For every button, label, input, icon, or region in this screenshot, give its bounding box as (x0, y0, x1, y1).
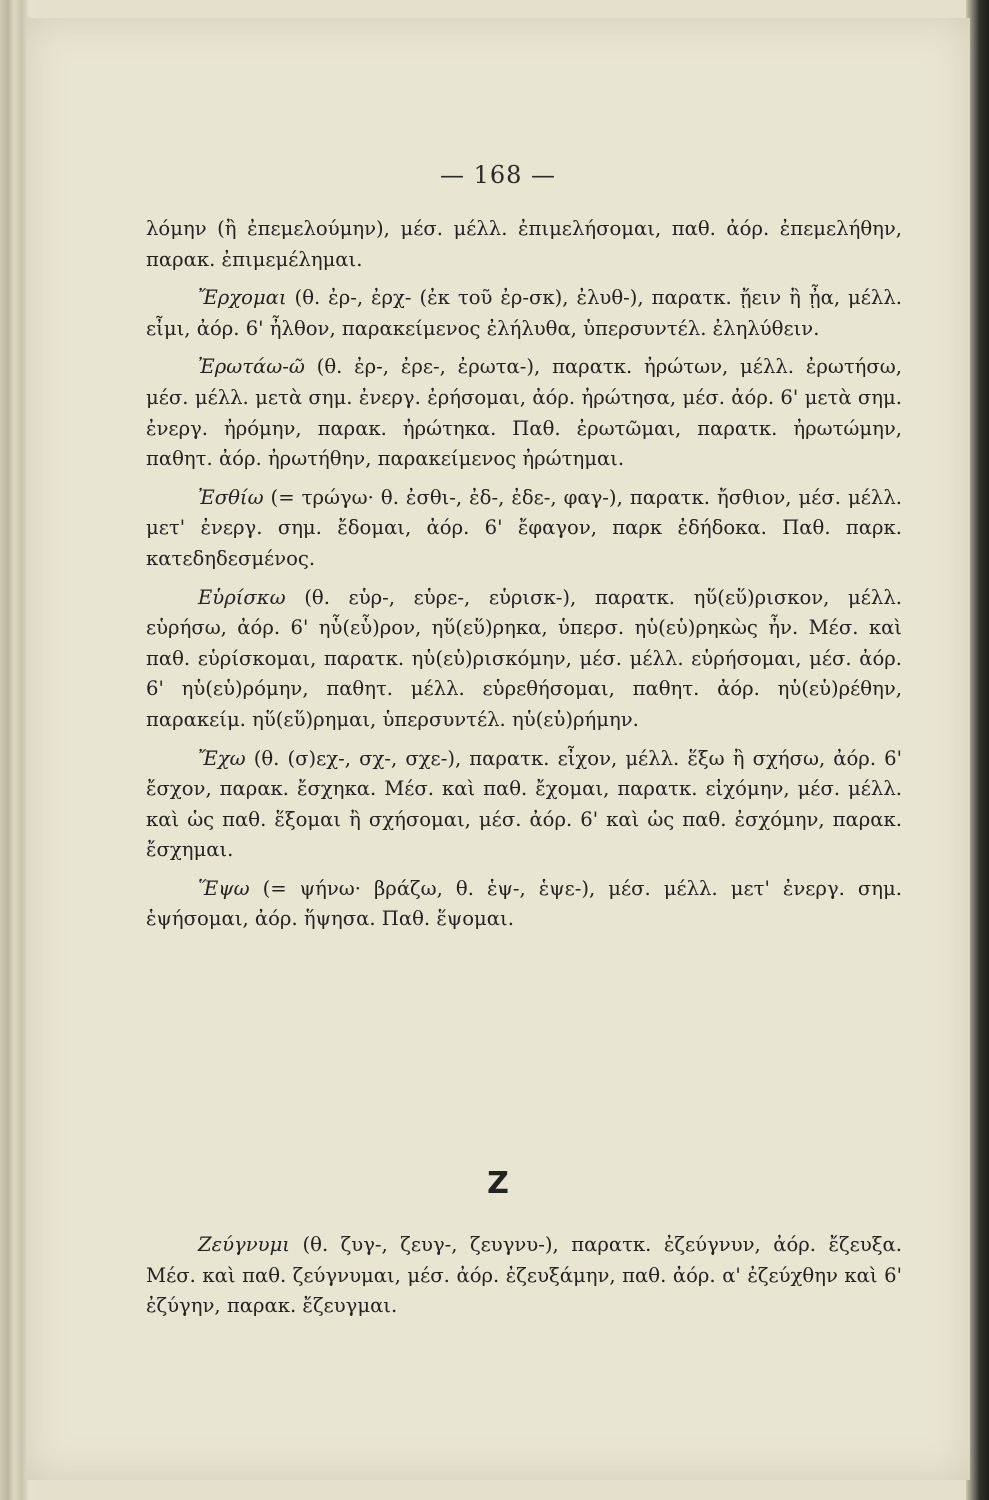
entry-zeugnymi (146, 1230, 902, 1322)
entry-lemma: Ζεύγνυμι (198, 1233, 290, 1256)
entry-text: (= τρώγω· θ. ἐσθι-, ἐδ-, ἐδε-, φαγ-), παρατκ. ἤσθιον, μέσ. μέλλ. μετ' ἐνεργ. σημ. ἔδομαι, ἀόρ. 6' ἔφαγον, παρκ ἐδήδοκα. Παθ. παρκ. κατεδηδεσμένος. (146, 485, 902, 570)
dictionary-text (146, 214, 902, 935)
entry-text: (θ. ζυγ-, ζευγ-, ζευγνυ-), παρατκ. ἐζεύγνυν, ἀόρ. ἔζευξα. Μέσ. καὶ παθ. ζεύγνυμαι, μέσ. ἀόρ. ἐζευξάμην, παθ. ἀόρ. α' ἐζεύχθην καὶ 6' ἐζύγην, παρακ. ἔζευγμαι. (146, 1233, 902, 1318)
dictionary-text-section-z (146, 1230, 902, 1322)
entry-esthio (146, 483, 902, 575)
book-page (26, 18, 970, 1480)
entry-lemma: Ἐρωτάω-ῶ (198, 355, 305, 379)
paragraph-continuation (146, 214, 902, 275)
entry-lemma: Εὑρίσκω (198, 585, 286, 609)
page-number: — 168 — (439, 161, 557, 189)
entry-text: λόμην (ἢ ἐπεμελούμην), μέσ. μέλλ. ἐπιμελήσομαι, παθ. ἀόρ. ἐπεμελήθην, παρακ. ἐπιμεμέλημαι. (146, 217, 902, 271)
entry-text: (θ. ἐρ-, ἐρε-, ἐρωτα-), παρατκ. ἠρώτων, μέλλ. ἐρωτήσω, μέσ. μέλλ. μετὰ σημ. ἐνεργ. ἐρήσομαι, ἀόρ. ἠρώτησα, μέσ. ἀόρ. 6' μετὰ σημ. ἐνεργ. ἠρόμην, παρακ. ἠρώτηκα. Παθ. ἐρωτῶμαι, παρατκ. ἠρωτώμην, παθητ. ἀόρ. ἠρωτήθην, παρακείμενος ἠρώτημαι. (146, 355, 902, 471)
entry-lemma: Ἔχω (198, 746, 246, 770)
entry-lemma: Ἕψω (198, 876, 250, 900)
entry-lemma: Ἔρχομαι (198, 286, 287, 310)
entry-erotao (146, 352, 902, 474)
entry-text: (θ. ἐρ-, ἐρχ- (ἐκ τοῦ ἐρ-σκ), ἐλυθ-), παρατκ. ᾔειν ἢ ᾖα, μέλλ. εἶμι, ἀόρ. 6' ἦλθον, παρακείμενος ἐλήλυθα, ὑπερσυντέλ. ἐληλύθειν. (146, 286, 902, 340)
entry-heurisko (146, 583, 902, 736)
entry-echo (146, 744, 902, 866)
entry-hepso (146, 874, 902, 935)
entry-text: (θ. εὑρ-, εὑρε-, εὑρισκ-), παρατκ. ηὕ(εὕ)ρισκον, μέλλ. εὑρήσω, ἀόρ. 6' ηὗ(εὗ)ρον, ηὕ(εὕ)ρηκα, ὑπερσ. ηὑ(εὑ)ρηκὼς ἦν. Μέσ. καὶ παθ. εὑρίσκομαι, παρατκ. ηὑ(εὑ)ρισκόμην, μέσ. μέλλ. εὑρήσομαι, μέσ. ἀόρ. 6' ηὑ(εὑ)ρόμην, παθητ. μέλλ. εὑρεθήσομαι, παθητ. ἀόρ. ηὑ(εὑ)ρέθην, παρακείμ. ηὕ(εὕ)ρημαι, ὑπερσυντέλ. ηὑ(εὑ)ρήμην. (146, 585, 902, 731)
entry-lemma: Ἐσθίω (198, 485, 264, 509)
entry-erchomai (146, 283, 902, 344)
entry-text: (= ψήνω· βράζω, θ. ἑψ-, ἑψε-), μέσ. μέλλ. μετ' ἐνεργ. σημ. ἑψήσομαι, ἀόρ. ἥψησα. Παθ. ἕψομαι. (146, 876, 902, 931)
section-letter-heading: Ζ (487, 1166, 509, 1201)
entry-text: (θ. (σ)εχ-, σχ-, σχε-), παρατκ. εἶχον, μέλλ. ἕξω ἢ σχήσω, ἀόρ. 6' ἔσχον, παρακ. ἔσχηκα. Μέσ. καὶ παθ. ἔχομαι, παρατκ. εἰχόμην, μέσ. μέλλ. καὶ ὡς παθ. ἕξομαι ἢ σχήσομαι, μέσ. ἀόρ. 6' καὶ ὡς παθ. ἐσχόμην, παρακ. ἔσχημαι. (146, 746, 902, 862)
